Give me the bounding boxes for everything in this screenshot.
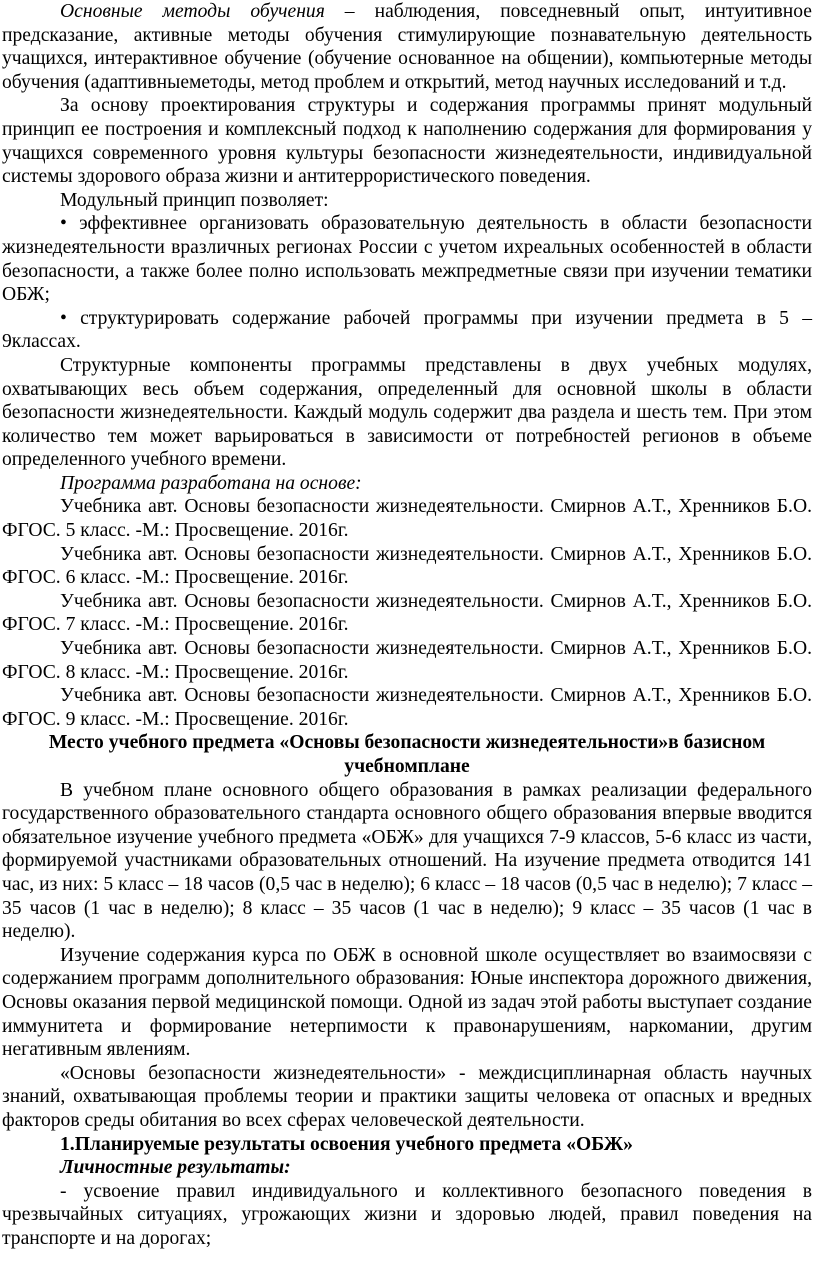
paragraph-personal-result-item: - усвоение правил индивидуального и коллективного безопасного поведения в чрезвычайных ситуациях, угрожающих жизни и здоровью людей, правил поведения на транспорте и на дорогах; bbox=[2, 1180, 812, 1249]
subheading-personal-results: Личностные результаты: bbox=[60, 1157, 291, 1179]
teaching-methods-text: – наблюдения, повседневный опыт, интуитивное предсказание, активные методы обучения стимулирующие познавательную деятельность учащихся, интерактивное обучение (обучение основанное на общении), компьютерные методы обучения (адаптивныеметоды, метод проблем и открытий, метод научных исследований и т.д. bbox=[2, 1, 812, 93]
textbook-reference: Учебника авт. Основы безопасности жизнедеятельности. Смирнов А.Т., Хренников Б.О. ФГОС. 7 класс. -М.: Просвещение. 2016г. bbox=[2, 590, 812, 636]
textbook-reference: Учебника авт. Основы безопасности жизнедеятельности. Смирнов А.Т., Хренников Б.О. ФГОС. 6 класс. -М.: Просвещение. 2016г. bbox=[2, 543, 812, 589]
textbook-reference: Учебника авт. Основы безопасности жизнедеятельности. Смирнов А.Т., Хренников Б.О. ФГОС. 5 класс. -М.: Просвещение. 2016г. bbox=[2, 496, 812, 542]
bullet-item-2: • структурировать содержание рабочей программы при изучении предмета в 5 – 9классах. bbox=[2, 307, 812, 353]
section-heading-curriculum-place: Место учебного предмета «Основы безопасности жизнедеятельности»в базисном учебномплане bbox=[48, 732, 766, 777]
paragraph-program-basis: Программа разработана на основе: bbox=[60, 472, 362, 494]
section-heading-planned-results: 1.Планируемые результаты освоения учебного предмета «ОБЖ» bbox=[60, 1133, 633, 1155]
teaching-methods-lead: Основные методы обучения bbox=[60, 1, 325, 22]
paragraph-teaching-methods bbox=[2, 0, 812, 94]
paragraph-modular-basis: За основу проектирования структуры и содержания программы принят модульный принцип ее построения и комплексный подход к наполнению содержания для формирования у учащихся современного уровня культуры безопасности жизнедеятельности, индивидуальной системы здорового образа жизни и антитеррористического поведения. bbox=[2, 95, 812, 188]
bullet-item-1: • эффективнее организовать образовательную деятельность в области безопасности жизнедеятельности вразличных регионах России с учетом ихреальных особенностей в области безопасности, а также более полно использовать межпредметные связи при изучении тематики ОБЖ; bbox=[2, 213, 812, 306]
paragraph-structural-components: Структурные компоненты программы представлены в двух учебных модулях, охватывающих весь объем содержания, определенный для основной школы в области безопасности жизнедеятельности. Каждый модуль содержит два раздела и шесть тем. При этом количество тем может варьироваться в зависимости от потребностей регионов в объеме определенного учебного времени. bbox=[2, 354, 812, 471]
paragraph-modular-allows: Модульный принцип позволяет: bbox=[60, 189, 329, 211]
textbook-reference: Учебника авт. Основы безопасности жизнедеятельности. Смирнов А.Т., Хренников Б.О. ФГОС. 8 класс. -М.: Просвещение. 2016г. bbox=[2, 638, 812, 683]
paragraph-course-content: Изучение содержания курса по ОБЖ в основной школе осуществляет во взаимосвязи с содержанием программ дополнительного образования: Юные инспектора дорожного движения, Основы оказания первой медицинской помощи. Одной из задач этой работы выступает создание иммунитета и формирование нетерпимости к правонарушениям, наркомании, другим негативным явлениям. bbox=[2, 944, 812, 1061]
paragraph-curriculum-hours: В учебном плане основного общего образования в рамках реализации федерального государственного образовательного стандарта основного общего образования впервые вводится обязательное изучение учебного предмета «ОБЖ» для учащихся 7-9 классов, 5-6 класс из части, формируемой участниками образовательных отношений. На изучение предмета отводится 141 час, из них: 5 класс – 18 часов (0,5 час в неделю); 6 класс – 18 часов (0,5 час в неделю); 7 класс – 35 часов (1 час в неделю); 8 класс – 35 часов (1 час в неделю); 9 класс – 35 часов (1 час в неделю). bbox=[2, 779, 812, 943]
textbook-reference: Учебника авт. Основы безопасности жизнедеятельности. Смирнов А.Т., Хренников Б.О. ФГОС. 9 класс. -М.: Просвещение. 2016г. bbox=[2, 685, 812, 730]
paragraph-obzh-definition: «Основы безопасности жизнедеятельности» - междисциплинарная область научных знаний, охватывающая проблемы теории и практики защиты человека от опасных и вредных факторов среды обитания во всех сферах человеческой деятельности. bbox=[2, 1062, 812, 1131]
